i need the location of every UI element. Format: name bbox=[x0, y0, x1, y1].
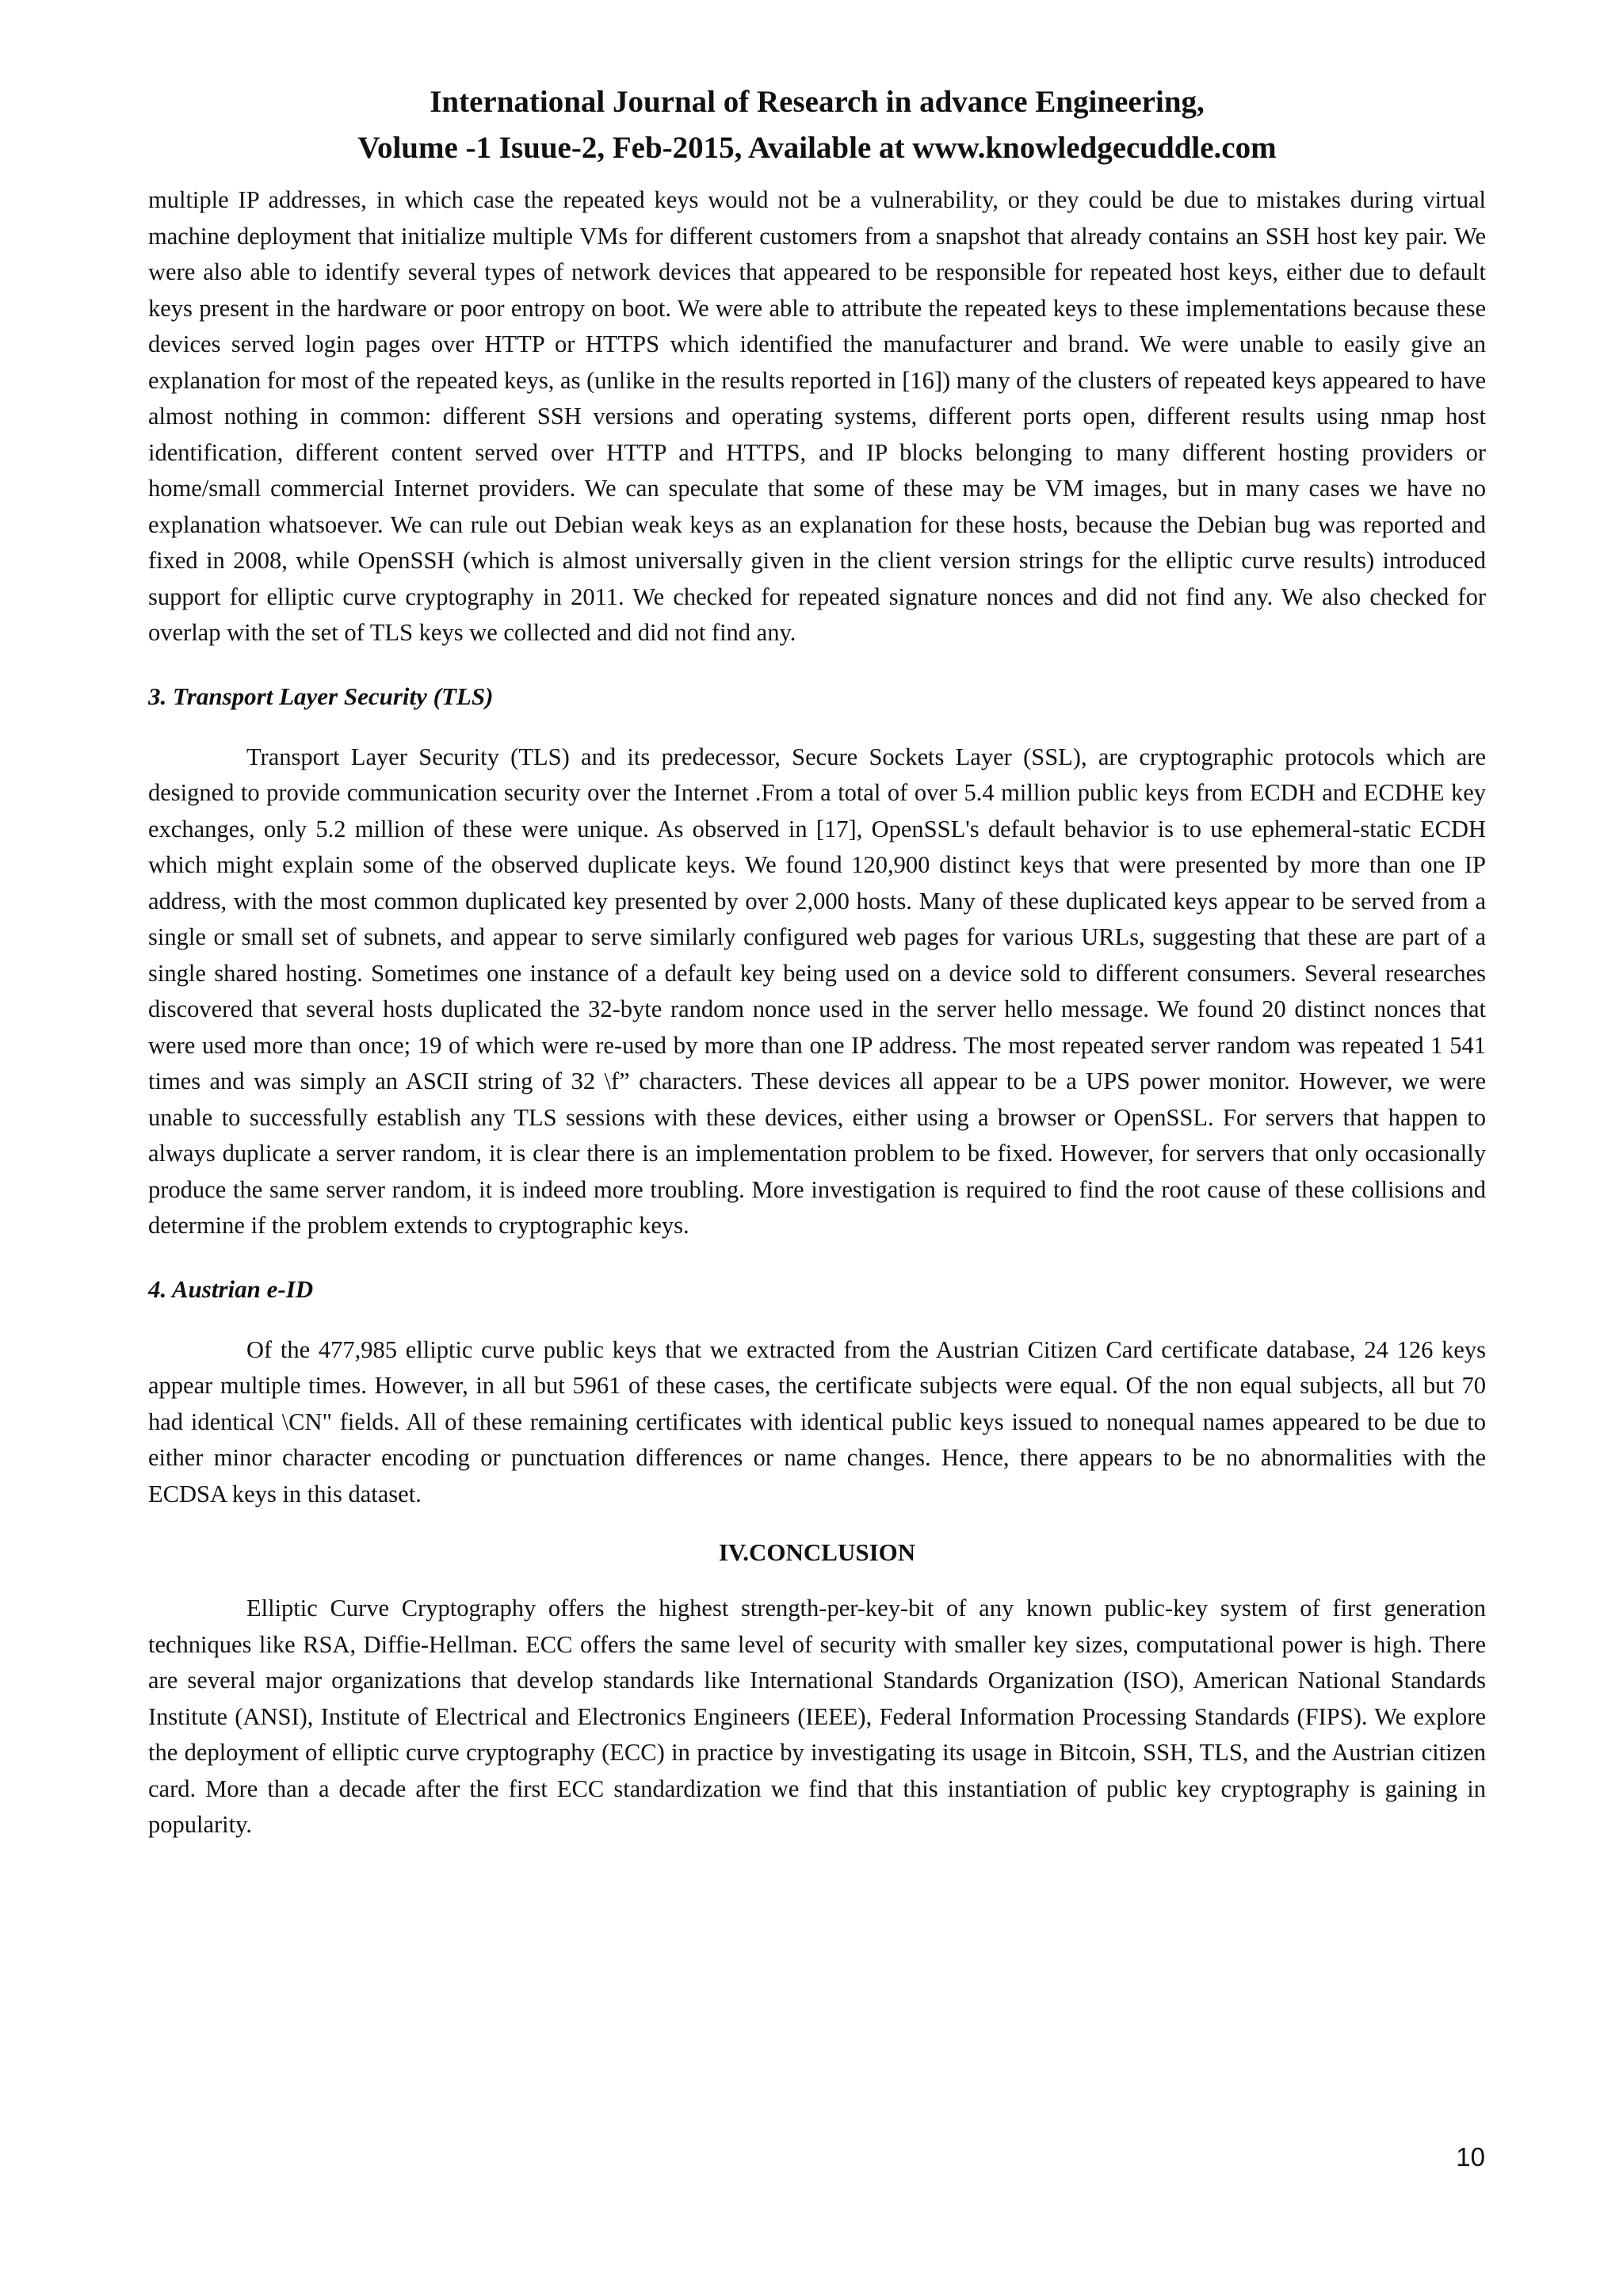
paper-page bbox=[148, 79, 1486, 1843]
tls-paragraph: Transport Layer Security (TLS) and its predecessor, Secure Sockets Layer (SSL), are cryptographic protocols which are designed to provide communication security over the Internet .From a total of over 5.4 million public keys from ECDH and ECDHE key exchanges, only 5.2 million of these were unique. As observed in [17], OpenSSL's default behavior is to use ephemeral-static ECDH which might explain some of the observed duplicate keys. We found 120,900 distinct keys that were presented by more than one IP address, with the most common duplicated key presented by over 2,000 hosts. Many of these duplicated keys appear to be served from a single or small set of subnets, and appear to serve similarly configured web pages for various URLs, suggesting that these are part of a single shared hosting. Sometimes one instance of a default key being used on a device sold to different consumers. Several researches discovered that several hosts duplicated the 32-byte random nonce used in the server hello message. We found 20 distinct nonces that were used more than once; 19 of which were re-used by more than one IP address. The most repeated server random was repeated 1 541 times and was simply an ASCII string of 32 \f” characters. These devices all appear to be a UPS power monitor. However, we were unable to successfully establish any TLS sessions with these devices, either using a browser or OpenSSL. For servers that happen to always duplicate a server random, it is clear there is an implementation problem to be fixed. However, for servers that only occasionally produce the same server random, it is indeed more troubling. More investigation is required to find the root cause of these collisions and determine if the problem extends to cryptographic keys. bbox=[148, 743, 1486, 1239]
conclusion-paragraph: Elliptic Curve Cryptography offers the highest strength-per-key-bit of any known public-key system of first generation techniques like RSA, Diffie-Hellman. ECC offers the same level of security with smaller key sizes, computational power is high. There are several major organizations that develop standards like International Standards Organization (ISO), American National Standards Institute (ANSI), Institute of Electrical and Electronics Engineers (IEEE), Federal Information Processing Standards (FIPS). We explore the deployment of elliptic curve cryptography (ECC) in practice by investigating its usage in Bitcoin, SSH, TLS, and the Austrian citizen card. More than a decade after the first ECC standardization we find that this instantiation of public key cryptography is gaining in popularity. bbox=[148, 1595, 1486, 1838]
journal-title: International Journal of Research in advance Engineering, bbox=[430, 85, 1205, 119]
section-heading-tls: 3. Transport Layer Security (TLS) bbox=[148, 682, 494, 710]
conclusion-heading: IV.CONCLUSION bbox=[718, 1538, 916, 1566]
page-number: 10 bbox=[1456, 2142, 1485, 2172]
section-heading-austrian-eid: 4. Austrian e-ID bbox=[148, 1274, 314, 1303]
intro-paragraph: multiple IP addresses, in which case the repeated keys would not be a vulnerability, or they could be due to mistakes during virtual machine deployment that initialize multiple VMs for different customers from a snapshot that already contains an SSH host key pair. We were also able to identify several types of network devices that appeared to be responsible for repeated host keys, either due to default keys present in the hardware or poor entropy on boot. We were able to attribute the repeated keys to these implementations because these devices served login pages over HTTP or HTTPS which identified the manufacturer and brand. We were unable to easily give an explanation for most of the repeated keys, as (unlike in the results reported in [16]) many of the clusters of repeated keys appeared to have almost nothing in common: different SSH versions and operating systems, different ports open, different results using nmap host identification, different content served over HTTP and HTTPS, and IP blocks belonging to many different hosting providers or home/small commercial Internet providers. We can speculate that some of these may be VM images, but in many cases we have no explanation whatsoever. We can rule out Debian weak keys as an explanation for these hosts, because the Debian bug was reported and fixed in 2008, while OpenSSH (which is almost universally given in the client version strings for the elliptic curve results) introduced support for elliptic curve cryptography in 2011. We checked for repeated signature nonces and did not find any. We also checked for overlap with the set of TLS keys we collected and did not find any. bbox=[148, 186, 1486, 646]
austrian-eid-paragraph: Of the 477,985 elliptic curve public keys that we extracted from the Austrian Citizen Card certificate database, 24 126 keys appear multiple times. However, in all but 5961 of these cases, the certificate subjects were equal. Of the non equal subjects, all but 70 had identical \CN" fields. All of these remaining certificates with identical public keys issued to nonequal names appeared to be due to either minor character encoding or punctuation differences or name changes. Hence, there appears to be no abnormalities with the ECDSA keys in this dataset. bbox=[148, 1335, 1486, 1507]
journal-issue-info: Volume -1 Isuue-2, Feb-2015, Available at www.knowledgecuddle.com bbox=[357, 131, 1277, 165]
journal-header bbox=[148, 79, 1486, 171]
